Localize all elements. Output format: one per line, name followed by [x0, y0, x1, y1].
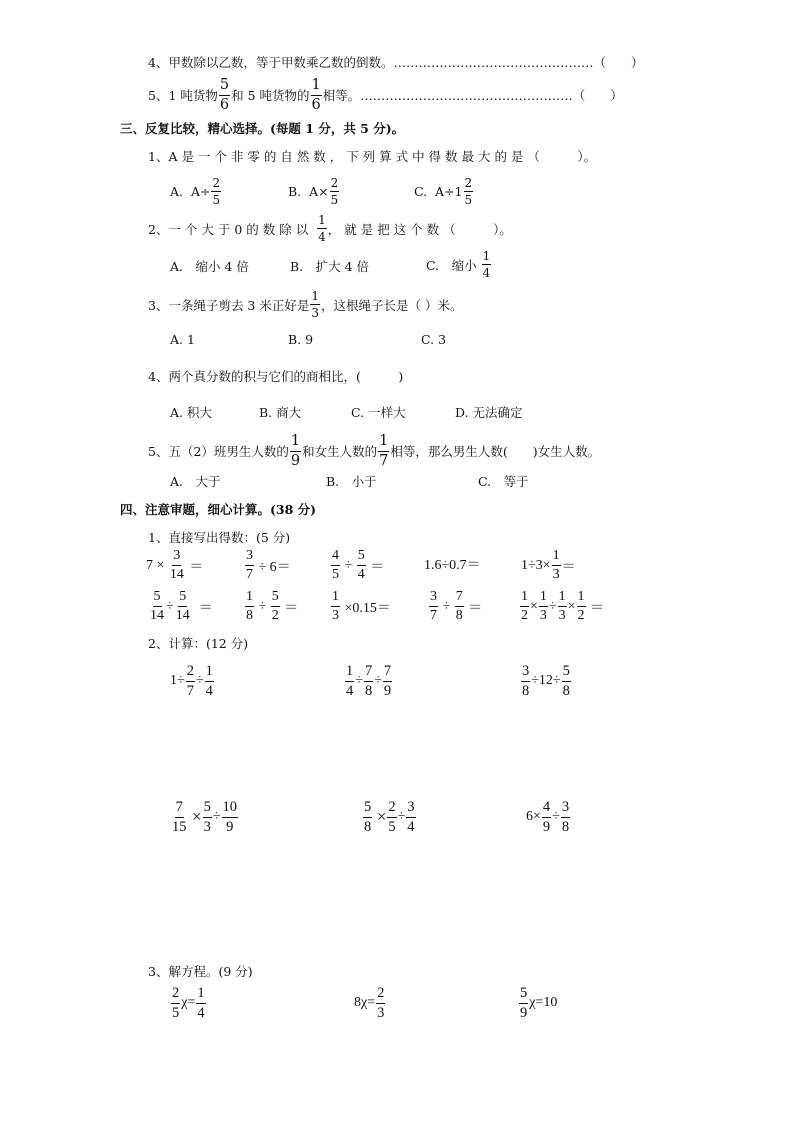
fraction: $\frac{1}{3}$: [558, 589, 566, 623]
choice-q3-option-a[interactable]: A. 1: [170, 332, 195, 347]
quick-calc-item: $\frac{1}{2}$ × $\frac{1}{3}$ ÷ $\frac{1}{3}$ × $\frac{1}{2}$ ＝: [521, 589, 604, 623]
subsection-2-title: 2、计算：(12 分): [148, 636, 249, 651]
answer-paren[interactable]: （ ）: [593, 55, 644, 70]
section-4-title: 四、注意审题，细心计算。(38 分): [120, 502, 317, 517]
choice-q5-option-b[interactable]: B. 小于: [326, 474, 377, 489]
judge-item-5-post: 相等。: [322, 88, 361, 103]
quick-calc-item: $\frac{1}{3}$ ×0.15＝: [332, 589, 391, 623]
quick-calc-item: $\frac{1}{8}$ ÷ $\frac{5}{2}$ ＝: [246, 589, 299, 623]
fraction: $\frac{3}{4}$: [407, 799, 415, 835]
fraction: $\frac{5}{2}$: [271, 589, 279, 623]
judge-item-5-pre: 5、1 吨货物: [148, 88, 218, 103]
fraction: $\frac{1}{3}$: [552, 548, 560, 582]
choice-q5-text: 5、五（2）班男生人数的 $\frac{1}{9}$ 和女生人数的 $\frac{1}{7}$ 相等，那么男生人数( )女生人数。: [148, 433, 601, 469]
fraction: $\frac{7}{9}$: [383, 663, 392, 699]
choice-q5-option-c[interactable]: C. 等于: [478, 474, 529, 489]
fraction: $\frac{4}{9}$: [542, 799, 551, 835]
fraction: $\frac{5}{4}$: [357, 548, 365, 582]
calc-problem-4: $\frac{7}{15}$ × $\frac{5}{3}$ ÷ $\frac{10}{9}$: [172, 799, 238, 835]
calc-problem-2: $\frac{1}{4}$ ÷ $\frac{7}{8}$ ÷ $\frac{7}{9}$: [346, 663, 392, 699]
fraction: $\frac{7}{15}$: [172, 799, 187, 835]
calc-problem-6: 6× $\frac{4}{9}$ ÷ $\frac{3}{8}$: [526, 799, 570, 835]
fraction: $\frac{2}{7}$: [186, 663, 194, 699]
choice-q1-option-c[interactable]: C. A÷1 $\frac{2}{5}$: [414, 176, 473, 207]
fraction: $\frac{3}{8}$: [561, 799, 570, 835]
choice-q4-text: 4、两个真分数的积与它们的商相比，( ): [148, 369, 404, 384]
judge-item-5-mid: 和 5 吨货物的: [231, 88, 310, 103]
quick-calc-item: 1.6÷0.7＝: [424, 558, 481, 573]
fraction: $\frac{2}{5}$: [388, 799, 396, 835]
equation-1: $\frac{2}{5}$ χ= $\frac{1}{4}$: [172, 985, 205, 1021]
calc-problem-3: $\frac{3}{8}$ ÷12÷ $\frac{5}{8}$: [522, 663, 570, 699]
fraction: $\frac{7}{8}$: [455, 589, 463, 623]
choice-q2-option-b[interactable]: B. 扩大 4 倍: [290, 259, 370, 274]
judge-item-5: [148, 78, 623, 112]
choice-q2-text: 2、一 个 大 于 0 的 数 除 以 $\frac{1}{4}$ ， 就 是 把 这 个 数 （ ）。: [148, 213, 512, 244]
fraction: $\frac{1}{4}$: [482, 249, 491, 280]
fraction: $\frac{1}{2}$: [521, 589, 528, 623]
fraction: $\frac{5}{14}$: [175, 589, 190, 623]
choice-q4-option-c[interactable]: C. 一样大: [351, 405, 406, 420]
choice-q4-option-b[interactable]: B. 商大: [259, 405, 302, 420]
fraction: $\frac{2}{5}$: [464, 176, 473, 207]
leader-dots: …………………………………………: [393, 54, 594, 70]
fraction: $\frac{1}{4}$: [205, 663, 213, 699]
fraction: $\frac{1}{9}$: [290, 433, 301, 469]
quick-calc-item: 7 × $\frac{3}{14}$ ＝: [146, 548, 204, 582]
choice-q5-option-a[interactable]: A. 大于: [170, 474, 221, 489]
choice-q1-text: 1、A 是 一 个 非 零 的 自 然 数 ， 下 列 算 式 中 得 数 最 大 的 是 （ ）。: [148, 149, 597, 164]
choice-q4-option-d[interactable]: D. 无法确定: [455, 405, 523, 420]
calc-problem-1: 1÷ $\frac{2}{7}$ ÷ $\frac{1}{4}$: [170, 663, 213, 699]
fraction: $\frac{1}{4}$: [346, 663, 354, 699]
fraction: $\frac{1}{3}$: [539, 589, 547, 623]
choice-q3-option-b[interactable]: B. 9: [288, 332, 314, 347]
fraction: $\frac{3}{14}$: [169, 548, 184, 582]
quick-calc-item: $\frac{3}{7}$ ÷ $\frac{7}{8}$ ＝: [430, 589, 483, 623]
choice-q3-option-c[interactable]: C. 3: [421, 332, 447, 347]
choice-q1-option-a[interactable]: A. A÷ $\frac{2}{5}$: [170, 176, 221, 207]
fraction: $\frac{1}{4}$: [197, 985, 205, 1021]
fraction: $\frac{1}{4}$: [318, 213, 326, 244]
fraction: $\frac{1}{6}$: [311, 77, 321, 113]
calc-problem-5: $\frac{5}{8}$ × $\frac{2}{5}$ ÷ $\frac{3}{4}$: [364, 799, 415, 835]
fraction: $\frac{5}{8}$: [364, 799, 372, 835]
fraction: $\frac{1}{3}$: [332, 589, 339, 623]
subsection-3-title: 3、解方程。(9 分): [148, 964, 253, 979]
choice-q1-option-b[interactable]: B. A× $\frac{2}{5}$: [288, 176, 339, 207]
fraction: $\frac{2}{3}$: [377, 985, 385, 1021]
subsection-1-title: 1、直接写出得数：(5 分): [148, 530, 291, 545]
quick-calc-item: $\frac{4}{5}$ ÷ $\frac{5}{4}$ ＝: [332, 548, 385, 582]
fraction: $\frac{5}{3}$: [203, 799, 211, 835]
fraction: $\frac{2}{5}$: [330, 176, 339, 207]
leader-dots: ……………………………………………: [360, 87, 573, 103]
choice-q2-option-c[interactable]: C. 缩小 $\frac{1}{4}$: [426, 249, 491, 280]
answer-paren[interactable]: （ ）: [572, 88, 623, 103]
equation-2: 8χ= $\frac{2}{3}$: [354, 985, 385, 1021]
choice-q2-option-a[interactable]: A. 缩小 4 倍: [170, 259, 249, 274]
fraction: $\frac{3}{7}$: [246, 548, 253, 582]
judge-item-4: [148, 53, 643, 71]
fraction: $\frac{5}{8}$: [562, 663, 570, 699]
fraction: $\frac{2}{5}$: [212, 176, 221, 207]
fraction: $\frac{4}{5}$: [332, 548, 339, 582]
fraction: $\frac{1}{3}$: [311, 289, 319, 320]
fraction: $\frac{5}{9}$: [520, 985, 528, 1021]
fraction: $\frac{10}{9}$: [222, 799, 238, 835]
fraction: $\frac{2}{5}$: [172, 985, 180, 1021]
fraction: $\frac{5}{14}$: [150, 589, 164, 623]
fraction: $\frac{3}{8}$: [522, 663, 530, 699]
choice-q3-text: 3、一条绳子剪去 3 米正好是 $\frac{1}{3}$ ，这根绳子长是（ ）米。: [148, 289, 463, 320]
fraction: $\frac{3}{7}$: [430, 589, 437, 623]
equation-3: $\frac{5}{9}$ χ=10: [520, 985, 558, 1021]
quick-calc-item: $\frac{5}{14}$ ÷ $\frac{5}{14}$ ＝: [150, 589, 213, 623]
choice-q4-option-a[interactable]: A. 积大: [170, 405, 212, 420]
fraction: $\frac{1}{8}$: [246, 589, 253, 623]
fraction: $\frac{1}{2}$: [577, 589, 585, 623]
section-3-title: 三、反复比较，精心选择。(每题 1 分，共 5 分)。: [120, 121, 405, 136]
fraction: $\frac{5}{6}$: [219, 77, 230, 113]
judge-item-4-text: 4、甲数除以乙数，等于甲数乘乙数的倒数。: [148, 55, 394, 70]
quick-calc-item: $\frac{3}{7}$ ÷ 6＝: [246, 548, 291, 582]
fraction: $\frac{7}{8}$: [364, 663, 373, 699]
fraction: $\frac{1}{7}$: [379, 433, 389, 469]
quick-calc-item: 1÷3× $\frac{1}{3}$ ＝: [521, 548, 576, 582]
